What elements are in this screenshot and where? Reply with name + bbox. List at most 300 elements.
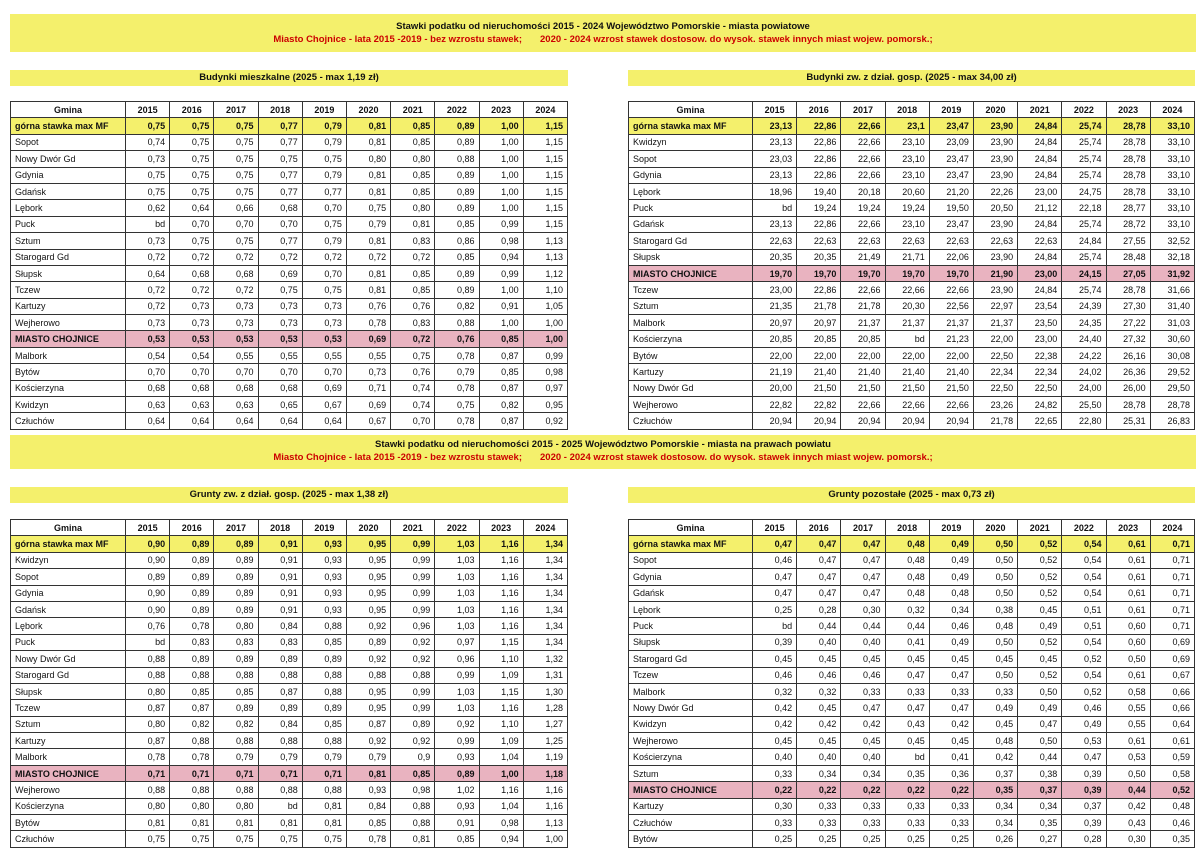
rate-cell: 0,44 bbox=[841, 618, 885, 634]
rate-cell: 1,09 bbox=[479, 667, 523, 683]
table-row bbox=[629, 716, 1195, 732]
rate-cell: 0,95 bbox=[346, 601, 390, 617]
gmina-name: Kartuzy bbox=[629, 364, 753, 380]
rate-cell: 29,52 bbox=[1150, 364, 1194, 380]
rate-cell: 23,13 bbox=[753, 134, 797, 150]
rate-cell: 1,19 bbox=[523, 749, 567, 765]
rate-cell: 28,78 bbox=[1106, 151, 1150, 167]
rate-cell: 0,85 bbox=[302, 634, 346, 650]
rate-cell: 0,47 bbox=[753, 536, 797, 552]
rate-cell: 0,49 bbox=[973, 700, 1017, 716]
rate-cell: 1,00 bbox=[479, 167, 523, 183]
rate-cell: 0,46 bbox=[1062, 700, 1106, 716]
rate-cell: 0,81 bbox=[126, 815, 170, 831]
rate-cell: 0,69 bbox=[346, 397, 390, 413]
rate-cell: 0,42 bbox=[797, 716, 841, 732]
rate-cell: 0,80 bbox=[391, 151, 435, 167]
top-banner-note-b: 2020 - 2024 wzrost stawek dostosow. do wysok. stawek innych miast wojew. pomorsk.; bbox=[540, 34, 933, 45]
table-row bbox=[11, 315, 568, 331]
rate-cell: 0,97 bbox=[523, 380, 567, 396]
rate-cell: 0,69 bbox=[1150, 651, 1194, 667]
rate-cell: 23,90 bbox=[973, 216, 1017, 232]
rate-cell: 24,84 bbox=[1018, 118, 1062, 134]
rate-cell: 33,10 bbox=[1150, 151, 1194, 167]
column-header-year: 2019 bbox=[302, 520, 346, 536]
rate-cell: 0,72 bbox=[391, 249, 435, 265]
rate-cell: 0,27 bbox=[1018, 831, 1062, 847]
rate-cell: 0,52 bbox=[1018, 552, 1062, 568]
column-header-year: 2023 bbox=[1106, 102, 1150, 118]
gmina-name: Kartuzy bbox=[629, 798, 753, 814]
rate-cell: 22,63 bbox=[885, 233, 929, 249]
rate-cell: 0,32 bbox=[797, 683, 841, 699]
gmina-name: Puck bbox=[629, 200, 753, 216]
rate-cell: 22,00 bbox=[841, 347, 885, 363]
rate-cell: 0,82 bbox=[479, 397, 523, 413]
rate-cell: 1,04 bbox=[479, 749, 523, 765]
column-header-year: 2017 bbox=[841, 102, 885, 118]
rate-cell: 0,73 bbox=[214, 315, 258, 331]
rate-cell: 0,87 bbox=[126, 733, 170, 749]
rate-cell: 1,15 bbox=[523, 134, 567, 150]
rate-cell: bd bbox=[885, 331, 929, 347]
column-header-year: 2019 bbox=[929, 102, 973, 118]
rate-cell: 1,16 bbox=[479, 618, 523, 634]
rate-cell: 0,91 bbox=[479, 298, 523, 314]
rate-cell: 0,39 bbox=[753, 634, 797, 650]
rate-cell: 0,88 bbox=[302, 683, 346, 699]
rate-cell: 0,39 bbox=[1062, 782, 1106, 798]
gmina-name: Malbork bbox=[11, 749, 126, 765]
rate-cell: 0,33 bbox=[973, 683, 1017, 699]
rate-cell: 0,64 bbox=[126, 413, 170, 429]
rate-cell: 21,37 bbox=[929, 315, 973, 331]
rate-cell: 1,00 bbox=[523, 331, 567, 347]
rate-cell: 0,68 bbox=[214, 380, 258, 396]
rate-cell: 20,85 bbox=[797, 331, 841, 347]
rate-cell: 0,69 bbox=[346, 331, 390, 347]
rate-cell: 24,82 bbox=[1018, 397, 1062, 413]
rate-cell: 22,66 bbox=[885, 397, 929, 413]
rate-cell: 18,96 bbox=[753, 183, 797, 199]
rate-cell: 22,66 bbox=[929, 282, 973, 298]
rate-cell: 0,70 bbox=[170, 216, 214, 232]
rate-cell: 0,75 bbox=[214, 183, 258, 199]
rate-cell: 0,44 bbox=[1018, 749, 1062, 765]
rate-cell: 1,09 bbox=[479, 733, 523, 749]
rate-cell: 0,68 bbox=[170, 380, 214, 396]
rate-cell: 23,00 bbox=[1018, 265, 1062, 281]
rate-cell: 0,48 bbox=[885, 569, 929, 585]
rate-cell: 24,22 bbox=[1062, 347, 1106, 363]
rate-cell: 0,28 bbox=[1062, 831, 1106, 847]
rate-cell: 0,50 bbox=[973, 634, 1017, 650]
gmina-name: Kartuzy bbox=[11, 733, 126, 749]
rate-cell: 0,81 bbox=[391, 216, 435, 232]
gmina-name: Człuchów bbox=[11, 413, 126, 429]
rate-cell: 20,30 bbox=[885, 298, 929, 314]
rate-cell: 0,77 bbox=[258, 233, 302, 249]
rate-cell: 1,16 bbox=[479, 601, 523, 617]
rate-cell: 0,45 bbox=[753, 733, 797, 749]
rate-cell: 0,46 bbox=[753, 667, 797, 683]
header-row bbox=[629, 520, 1195, 536]
table-row bbox=[629, 634, 1195, 650]
rate-cell: 0,81 bbox=[346, 167, 390, 183]
table-row bbox=[629, 183, 1195, 199]
rate-cell: 0,79 bbox=[258, 749, 302, 765]
rate-cell: 0,89 bbox=[435, 765, 479, 781]
rate-cell: 0,88 bbox=[435, 151, 479, 167]
rate-cell: 0,51 bbox=[1062, 601, 1106, 617]
gmina-name: MIASTO CHOJNICE bbox=[629, 782, 753, 798]
rate-cell: 24,39 bbox=[1062, 298, 1106, 314]
rate-cell: 25,74 bbox=[1062, 118, 1106, 134]
rate-cell: 22,97 bbox=[973, 298, 1017, 314]
gmina-name: Gdynia bbox=[629, 167, 753, 183]
gmina-name: Sopot bbox=[11, 569, 126, 585]
rate-cell: 22,86 bbox=[797, 167, 841, 183]
rate-cell: 21,50 bbox=[929, 380, 973, 396]
rate-cell: 0,75 bbox=[170, 151, 214, 167]
rate-cell: 0,47 bbox=[797, 585, 841, 601]
table-row bbox=[629, 380, 1195, 396]
header-row bbox=[11, 102, 568, 118]
rate-cell: 23,10 bbox=[885, 216, 929, 232]
rate-cell: 23,54 bbox=[1018, 298, 1062, 314]
rate-cell: 0,89 bbox=[258, 700, 302, 716]
rate-cell: 23,00 bbox=[1018, 183, 1062, 199]
table-row bbox=[629, 552, 1195, 568]
rate-cell: 0,98 bbox=[523, 364, 567, 380]
middle-banner-note-a: Miasto Chojnice - lata 2015 -2019 - bez wzrostu stawek; bbox=[273, 452, 523, 463]
rate-cell: 22,63 bbox=[841, 233, 885, 249]
rate-cell: 0,47 bbox=[1062, 749, 1106, 765]
rate-cell: 0,37 bbox=[1062, 798, 1106, 814]
gmina-name: Starogard Gd bbox=[11, 249, 126, 265]
rate-cell: 0,93 bbox=[435, 749, 479, 765]
rate-cell: 0,91 bbox=[258, 601, 302, 617]
rate-cell: 0,90 bbox=[126, 536, 170, 552]
rate-cell: 0,44 bbox=[885, 618, 929, 634]
rate-cell: 0,92 bbox=[346, 651, 390, 667]
rate-cell: 0,47 bbox=[753, 585, 797, 601]
table-row bbox=[629, 151, 1195, 167]
rate-cell: 0,60 bbox=[1106, 634, 1150, 650]
rate-cell: 0,74 bbox=[391, 397, 435, 413]
rate-cell: 0,40 bbox=[841, 634, 885, 650]
gmina-name: Człuchów bbox=[11, 831, 126, 847]
rate-cell: 0,85 bbox=[435, 216, 479, 232]
rate-cell: 22,00 bbox=[797, 347, 841, 363]
rate-cell: 1,13 bbox=[523, 815, 567, 831]
rate-cell: 0,35 bbox=[885, 765, 929, 781]
rate-cell: 0,75 bbox=[214, 151, 258, 167]
rate-cell: 0,92 bbox=[391, 733, 435, 749]
rate-cell: 0,84 bbox=[258, 716, 302, 732]
rate-cell: 0,54 bbox=[170, 347, 214, 363]
rate-cell: 0,52 bbox=[1018, 585, 1062, 601]
rate-cell: 0,22 bbox=[929, 782, 973, 798]
rate-cell: 0,79 bbox=[435, 364, 479, 380]
table-row bbox=[11, 831, 568, 847]
rate-cell: 25,50 bbox=[1062, 397, 1106, 413]
rate-cell: 0,89 bbox=[214, 552, 258, 568]
rate-cell: 0,79 bbox=[214, 749, 258, 765]
rate-cell: 0,73 bbox=[258, 298, 302, 314]
rate-cell: 1,15 bbox=[523, 200, 567, 216]
rate-cell: 0,89 bbox=[435, 134, 479, 150]
rate-cell: 0,59 bbox=[1150, 749, 1194, 765]
rate-cell: 1,15 bbox=[523, 183, 567, 199]
rate-cell: 0,71 bbox=[126, 765, 170, 781]
rate-cell: 27,22 bbox=[1106, 315, 1150, 331]
rate-cell: 22,50 bbox=[1018, 380, 1062, 396]
max-rate-row bbox=[629, 118, 1195, 134]
column-header-year: 2020 bbox=[973, 520, 1017, 536]
gmina-name: Sztum bbox=[11, 716, 126, 732]
rate-cell: 0,75 bbox=[435, 397, 479, 413]
rate-cell: 0,73 bbox=[170, 315, 214, 331]
rate-cell: 22,63 bbox=[973, 233, 1017, 249]
rate-cell: 19,70 bbox=[841, 265, 885, 281]
rate-cell: 0,49 bbox=[1062, 716, 1106, 732]
rate-cell: 0,33 bbox=[753, 815, 797, 831]
table-row bbox=[629, 815, 1195, 831]
column-header-year: 2015 bbox=[126, 102, 170, 118]
rate-cell: 1,03 bbox=[435, 700, 479, 716]
rate-cell: 0,89 bbox=[302, 700, 346, 716]
rate-cell: 22,00 bbox=[885, 347, 929, 363]
rate-cell: 0,39 bbox=[1062, 765, 1106, 781]
rate-cell: 0,34 bbox=[929, 601, 973, 617]
rate-cell: 33,10 bbox=[1150, 183, 1194, 199]
rate-cell: 22,63 bbox=[1018, 233, 1062, 249]
rate-cell: 0,83 bbox=[170, 634, 214, 650]
rate-cell: 0,48 bbox=[885, 536, 929, 552]
rate-cell: 0,99 bbox=[391, 536, 435, 552]
rate-cell: 1,30 bbox=[523, 683, 567, 699]
rate-cell: 0,75 bbox=[214, 167, 258, 183]
rate-cell: 0,89 bbox=[214, 700, 258, 716]
rate-cell: 0,92 bbox=[346, 733, 390, 749]
rate-cell: 0,46 bbox=[929, 618, 973, 634]
rate-cell: 0,86 bbox=[435, 233, 479, 249]
rate-cell: 24,84 bbox=[1018, 282, 1062, 298]
column-header-year: 2023 bbox=[479, 520, 523, 536]
caption-grunty-gosp: Grunty zw. z dział. gosp. (2025 - max 1,38 zł) bbox=[10, 487, 568, 503]
rate-cell: 26,16 bbox=[1106, 347, 1150, 363]
rate-cell: 0,98 bbox=[479, 815, 523, 831]
gmina-name: Kościerzyna bbox=[629, 331, 753, 347]
rate-cell: 0,88 bbox=[302, 667, 346, 683]
rate-cell: 0,45 bbox=[973, 716, 1017, 732]
rate-cell: 0,79 bbox=[346, 749, 390, 765]
rate-cell: 0,73 bbox=[126, 315, 170, 331]
rate-cell: 0,55 bbox=[1106, 700, 1150, 716]
rate-cell: 0,93 bbox=[302, 569, 346, 585]
rate-cell: 0,64 bbox=[302, 413, 346, 429]
rate-cell: 23,90 bbox=[973, 282, 1017, 298]
rate-cell: 28,77 bbox=[1106, 200, 1150, 216]
rate-cell: 24,40 bbox=[1062, 331, 1106, 347]
column-header-year: 2022 bbox=[435, 520, 479, 536]
rate-cell: 0,50 bbox=[1106, 651, 1150, 667]
rate-cell: 0,34 bbox=[1018, 798, 1062, 814]
rate-cell: 0,47 bbox=[841, 585, 885, 601]
table-row bbox=[629, 200, 1195, 216]
gmina-name: Kwidzyn bbox=[11, 552, 126, 568]
rate-cell: 1,31 bbox=[523, 667, 567, 683]
rate-cell: 0,34 bbox=[973, 815, 1017, 831]
rate-cell: 28,78 bbox=[1106, 118, 1150, 134]
rate-cell: 0,33 bbox=[797, 815, 841, 831]
rate-cell: 23,13 bbox=[753, 216, 797, 232]
gmina-name: Kartuzy bbox=[11, 298, 126, 314]
middle-banner bbox=[10, 435, 1196, 469]
rate-cell: 0,50 bbox=[973, 585, 1017, 601]
table-row bbox=[11, 667, 568, 683]
rate-cell: 0,88 bbox=[214, 733, 258, 749]
middle-banner-title: Stawki podatku od nieruchomości 2015 - 2025 Województwo Pomorskie - miasta na prawach powiatu bbox=[375, 439, 831, 450]
rate-cell: 0,80 bbox=[126, 798, 170, 814]
column-header-gmina: Gmina bbox=[629, 520, 753, 536]
rate-cell: 21,40 bbox=[885, 364, 929, 380]
rate-cell: 0,85 bbox=[391, 282, 435, 298]
rate-cell: 33,10 bbox=[1150, 167, 1194, 183]
gmina-name: Gdynia bbox=[11, 585, 126, 601]
rate-cell: 0,71 bbox=[1150, 601, 1194, 617]
rate-cell: 0,99 bbox=[479, 265, 523, 281]
rate-cell: 0,80 bbox=[126, 683, 170, 699]
rate-cell: 0,42 bbox=[973, 749, 1017, 765]
rate-cell: 0,78 bbox=[170, 618, 214, 634]
rate-cell: 0,75 bbox=[126, 831, 170, 847]
rate-cell: 20,94 bbox=[841, 413, 885, 429]
rate-cell: 0,75 bbox=[302, 151, 346, 167]
rate-cell: 0,85 bbox=[391, 134, 435, 150]
rate-cell: 0,96 bbox=[391, 618, 435, 634]
rate-cell: 0,73 bbox=[302, 298, 346, 314]
rate-cell: 0,40 bbox=[797, 634, 841, 650]
table-row bbox=[11, 380, 568, 396]
rate-cell: 1,03 bbox=[435, 569, 479, 585]
rate-cell: 0,93 bbox=[302, 585, 346, 601]
rate-cell: 0,79 bbox=[346, 216, 390, 232]
column-header-year: 2016 bbox=[797, 102, 841, 118]
gmina-name: górna stawka max MF bbox=[629, 536, 753, 552]
rate-cell: 1,00 bbox=[479, 134, 523, 150]
table-budynki-mieszkalne bbox=[10, 101, 568, 430]
rate-cell: 22,50 bbox=[973, 347, 1017, 363]
rate-cell: 21,19 bbox=[753, 364, 797, 380]
rate-cell: 0,73 bbox=[126, 233, 170, 249]
rate-cell: 0,61 bbox=[1106, 552, 1150, 568]
max-rate-row bbox=[629, 536, 1195, 552]
rate-cell: 0,72 bbox=[302, 249, 346, 265]
rate-cell: 1,03 bbox=[435, 683, 479, 699]
rate-cell: 21,40 bbox=[841, 364, 885, 380]
rate-cell: 0,45 bbox=[753, 651, 797, 667]
rate-cell: 0,64 bbox=[1150, 716, 1194, 732]
rate-cell: 33,10 bbox=[1150, 134, 1194, 150]
rate-cell: 0,47 bbox=[841, 700, 885, 716]
rate-cell: 0,54 bbox=[1062, 634, 1106, 650]
rate-cell: 1,34 bbox=[523, 618, 567, 634]
rate-cell: 0,54 bbox=[1062, 667, 1106, 683]
rate-cell: 0,87 bbox=[479, 380, 523, 396]
rate-cell: 1,16 bbox=[479, 552, 523, 568]
gmina-name: Gdynia bbox=[629, 569, 753, 585]
gmina-name: Człuchów bbox=[629, 413, 753, 429]
rate-cell: 23,09 bbox=[929, 134, 973, 150]
rate-cell: 0,88 bbox=[170, 782, 214, 798]
rate-cell: 0,96 bbox=[435, 651, 479, 667]
rate-cell: 0,77 bbox=[302, 183, 346, 199]
rate-cell: 0,50 bbox=[1018, 683, 1062, 699]
rate-cell: 22,86 bbox=[797, 282, 841, 298]
rate-cell: 0,50 bbox=[973, 569, 1017, 585]
rate-cell: 0,71 bbox=[1150, 536, 1194, 552]
rate-cell: 1,03 bbox=[435, 536, 479, 552]
gmina-name: Nowy Dwór Gd bbox=[629, 380, 753, 396]
rate-cell: 1,15 bbox=[523, 167, 567, 183]
rate-cell: 0,43 bbox=[885, 716, 929, 732]
rate-cell: 0,90 bbox=[126, 601, 170, 617]
rate-cell: 0,67 bbox=[1150, 667, 1194, 683]
rate-cell: 0,85 bbox=[435, 831, 479, 847]
rate-cell: 0,50 bbox=[973, 536, 1017, 552]
rate-cell: 30,08 bbox=[1150, 347, 1194, 363]
rate-cell: 0,95 bbox=[346, 585, 390, 601]
rate-cell: 0,88 bbox=[302, 618, 346, 634]
rate-cell: 20,94 bbox=[753, 413, 797, 429]
rate-cell: 0,89 bbox=[214, 569, 258, 585]
column-header-year: 2018 bbox=[885, 520, 929, 536]
rate-cell: 0,36 bbox=[929, 765, 973, 781]
rate-cell: 23,90 bbox=[973, 249, 1017, 265]
rate-cell: 0,55 bbox=[1106, 716, 1150, 732]
rate-cell: 0,58 bbox=[1106, 683, 1150, 699]
rate-cell: 0,80 bbox=[170, 798, 214, 814]
rate-cell: 0,89 bbox=[435, 183, 479, 199]
rate-cell: 0,48 bbox=[885, 552, 929, 568]
gmina-name: Kwidzyn bbox=[11, 397, 126, 413]
rate-cell: 0,92 bbox=[435, 716, 479, 732]
rate-cell: 0,25 bbox=[885, 831, 929, 847]
table-row bbox=[629, 618, 1195, 634]
rate-cell: 0,30 bbox=[1106, 831, 1150, 847]
rate-cell: 0,85 bbox=[346, 815, 390, 831]
rate-cell: 0,61 bbox=[1106, 585, 1150, 601]
rate-cell: 1,10 bbox=[523, 282, 567, 298]
rate-cell: 1,15 bbox=[523, 216, 567, 232]
rate-cell: 1,13 bbox=[523, 249, 567, 265]
rate-cell: 23,90 bbox=[973, 151, 1017, 167]
rate-cell: 32,52 bbox=[1150, 233, 1194, 249]
rate-cell: 0,89 bbox=[170, 651, 214, 667]
table-row bbox=[11, 413, 568, 429]
rate-cell: 0,72 bbox=[126, 282, 170, 298]
rate-cell: 0,72 bbox=[126, 249, 170, 265]
rate-cell: 0,89 bbox=[170, 585, 214, 601]
rate-cell: 0,48 bbox=[973, 733, 1017, 749]
rate-cell: 31,03 bbox=[1150, 315, 1194, 331]
rate-cell: 0,63 bbox=[126, 397, 170, 413]
rate-cell: 24,02 bbox=[1062, 364, 1106, 380]
rate-cell: 0,45 bbox=[841, 651, 885, 667]
rate-cell: 23,13 bbox=[753, 167, 797, 183]
